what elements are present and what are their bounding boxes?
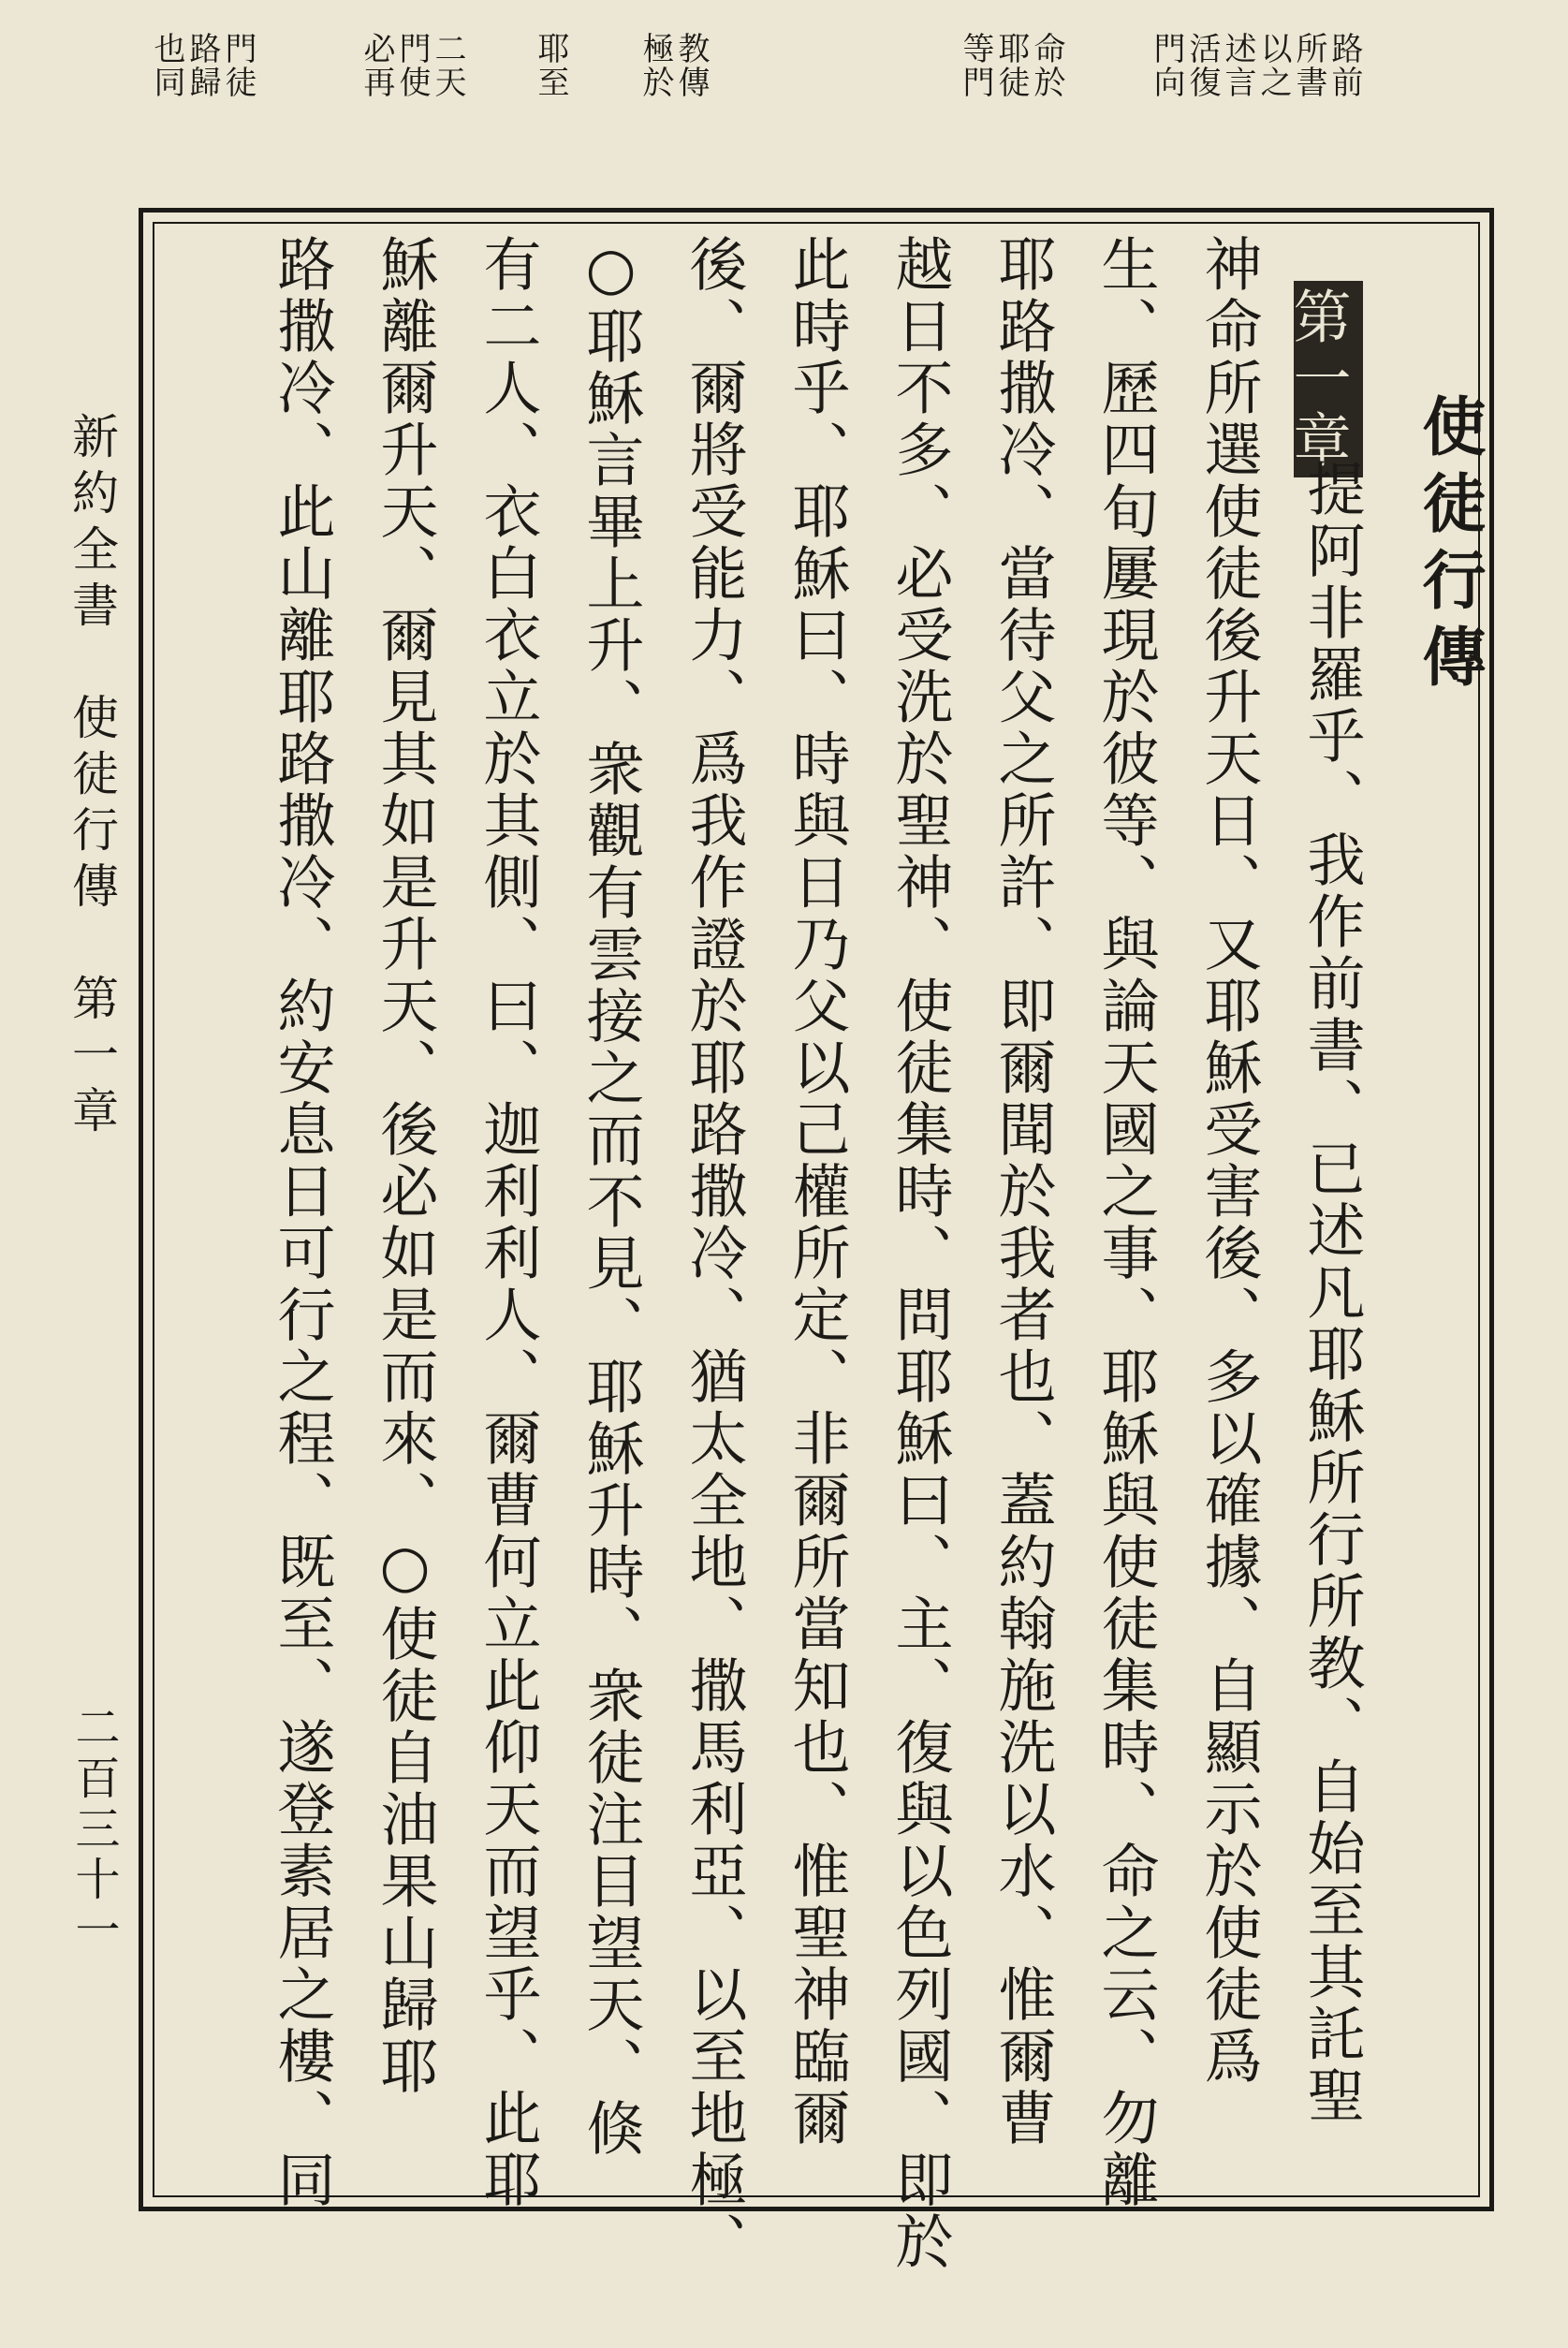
headnote: 所書 — [1290, 32, 1327, 99]
text-column: 後、爾將受能力、爲我作證於耶路撒冷、猶太全地、撒馬利亞、以至地極、 — [680, 234, 748, 2273]
headnote: 門徒 — [219, 32, 256, 99]
text-column: 提阿非羅乎、我作前書、已述凡耶穌所行所教、自始至其託聖 — [1297, 459, 1366, 2127]
headnote: 耶至 — [532, 32, 569, 99]
text-column: 越日不多、必受洗於聖神、使徒集時、問耶穌曰、主、復與以色列國、即於 — [886, 234, 954, 2273]
text-column: 穌離爾升天、爾見其如是升天、後必如是而來、○使徒自油果山歸耶 — [371, 234, 439, 2098]
headnote: 也同 — [148, 32, 185, 99]
text-column: 有二人、衣白衣立於其側、曰、迦利利人、爾曹何立此仰天而望乎、此耶 — [474, 234, 542, 2211]
text-column: 耶路撒冷、當待父之所許、即爾聞於我者也、蓋約翰施洗以水、惟爾曹 — [989, 234, 1057, 2150]
headnote: 耶徒 — [992, 32, 1030, 99]
book-title: 使徒行傳 — [1412, 393, 1487, 700]
headnote: 門向 — [1148, 32, 1185, 99]
text-column: 此時乎、耶穌曰、時與日乃父以己權所定、非爾所當知也、惟聖神臨爾 — [783, 234, 851, 2150]
headnote: 門使 — [393, 32, 431, 99]
headnote: 等門 — [957, 32, 994, 99]
headnote: 活復 — [1183, 32, 1221, 99]
chapter-label: 第一章 — [1294, 281, 1363, 477]
headnote: 極於 — [637, 32, 674, 99]
text-column: 路撒冷、此山離耶路撒冷、約安息日可行之程、既至、遂登素居之樓、同 — [268, 234, 336, 2211]
text-column: 生、歷四旬屢現於彼等、與論天國之事、耶穌與使徒集時、命之云、勿離 — [1092, 234, 1160, 2211]
headnote: 二天 — [429, 32, 466, 99]
text-column: ○耶穌言畢上升、衆觀有雲接之而不見、耶穌升時、衆徒注目望天、倏 — [577, 234, 645, 2160]
headnote: 命於 — [1028, 32, 1065, 99]
headnote: 述言 — [1219, 32, 1256, 99]
headnote: 必再 — [358, 32, 395, 99]
text-column: 神命所選使徒後升天日、又耶穌受害後、多以確據、自顯示於使徒爲 — [1194, 234, 1263, 2088]
headnote: 路前 — [1326, 32, 1363, 99]
running-title: 新約全書 使徒行傳 第一章 — [65, 412, 119, 1142]
headnote: 路歸 — [183, 32, 221, 99]
headnote: 教傳 — [672, 32, 710, 99]
page-number: 二百三十一 — [67, 1704, 120, 1957]
headnote: 以之 — [1254, 32, 1292, 99]
